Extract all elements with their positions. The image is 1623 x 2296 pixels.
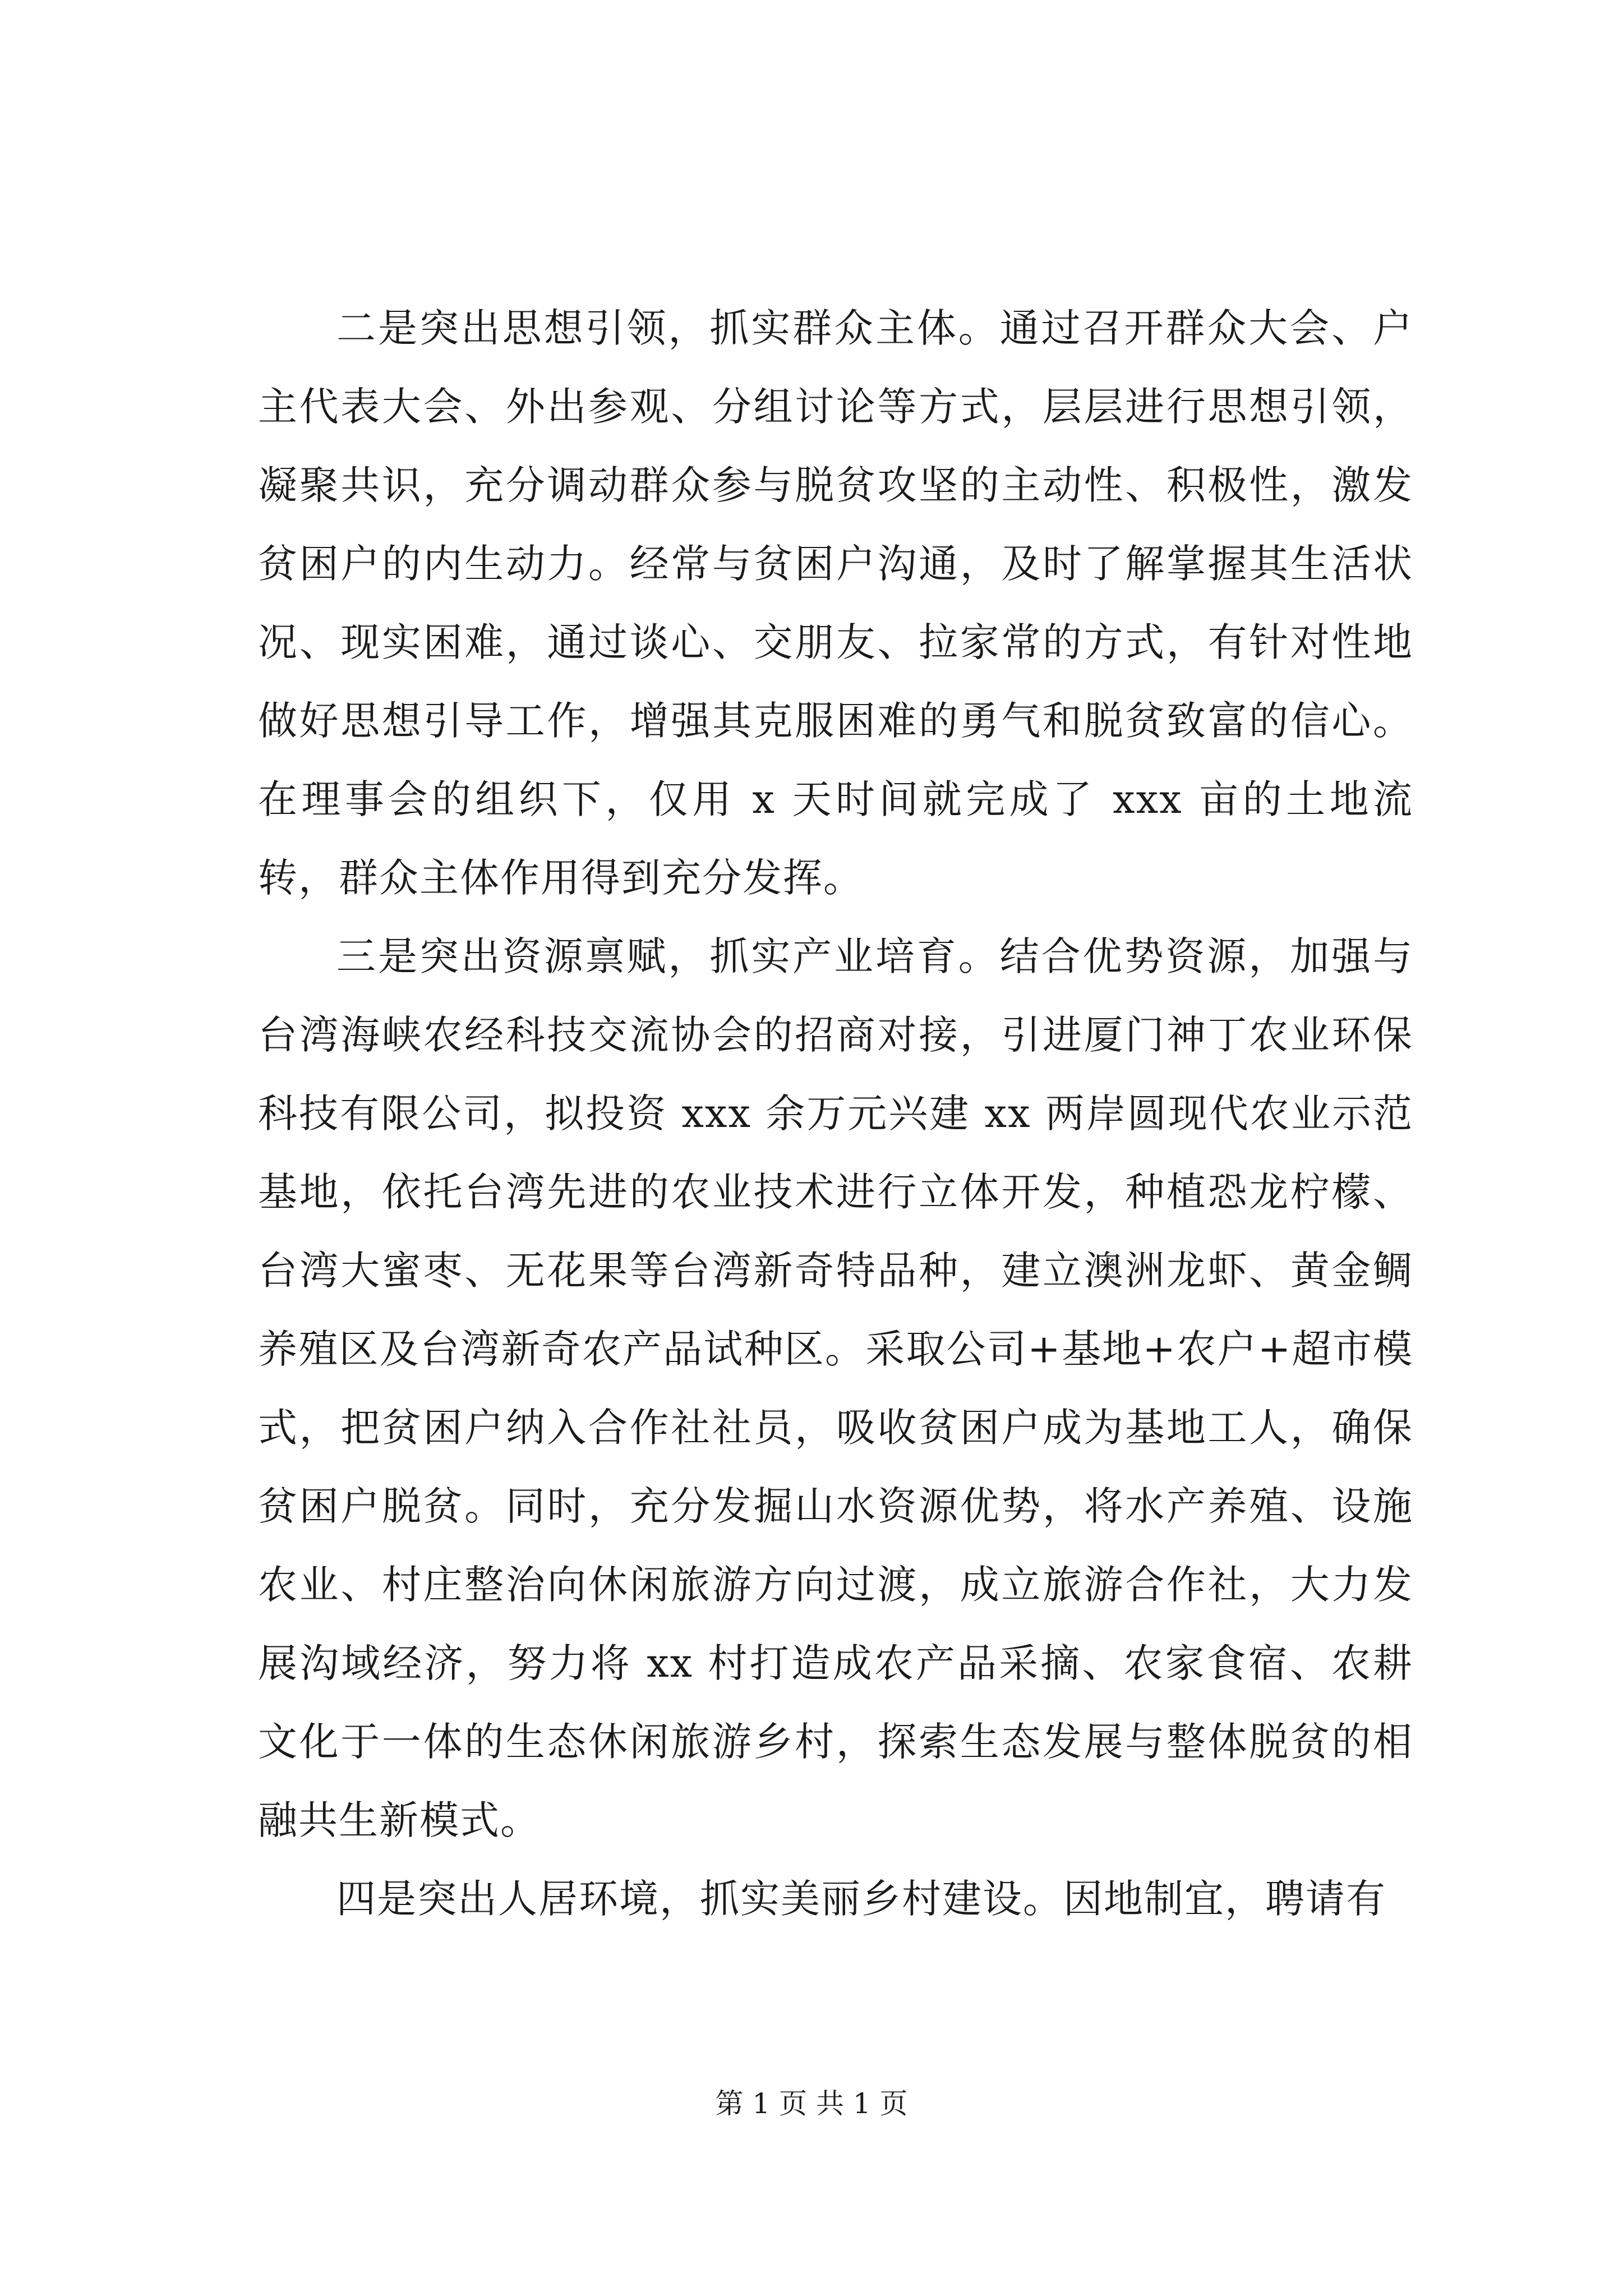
- paragraph-4: 四是突出人居环境，抓实美丽乡村建设。因地制宜，聘请有: [336, 1876, 1386, 1922]
- paragraph-3: 三是突出资源禀赋，抓实产业培育。结合优势资源，加强与台湾海峡农经科技交流协会的招商对接，引进厦门神丁农业环保科技有限公司，拟投资 xxx 余万元兴建 xx 两岸圆现代农业示范基地，依托台湾先进的农业技术进行立体开发，种植恐龙柠檬、台湾大蜜枣、无花果等台湾新奇特品种，建立澳洲龙虾、黄金鲷养殖区及台湾新奇农产品试种区。采取公司+基地+农户+超市模式，把贫困户纳入合作社社员，吸收贫困户成为基地工人，确保贫困户脱贫。同时，充分发掘山水资源优势，将水产养殖、设施农业、村庄整治向休闲旅游方向过渡，成立旅游合作社，大力发展沟域经济，努力将 xx 村打造成农产品采摘、农家食宿、农耕文化于一体的生态休闲旅游乡村，探索生态发展与整体脱贫的相融共生新模式。: [258, 933, 1413, 1843]
- document-body: [258, 289, 1413, 1938]
- paragraph-2: 二是突出思想引领，抓实群众主体。通过召开群众大会、户主代表大会、外出参观、分组讨论等方式，层层进行思想引领，凝聚共识，充分调动群众参与脱贫攻坚的主动性、积极性，激发贫困户的内生动力。经常与贫困户沟通，及时了解掌握其生活状况、现实困难，通过谈心、交朋友、拉家常的方式，有针对性地做好思想引导工作，增强其克服困难的勇气和脱贫致富的信心。在理事会的组织下，仅用 x 天时间就完成了 xxx 亩的土地流转，群众主体作用得到充分发挥。: [258, 305, 1413, 901]
- page-footer: 第 1 页 共 1 页: [715, 2087, 908, 2120]
